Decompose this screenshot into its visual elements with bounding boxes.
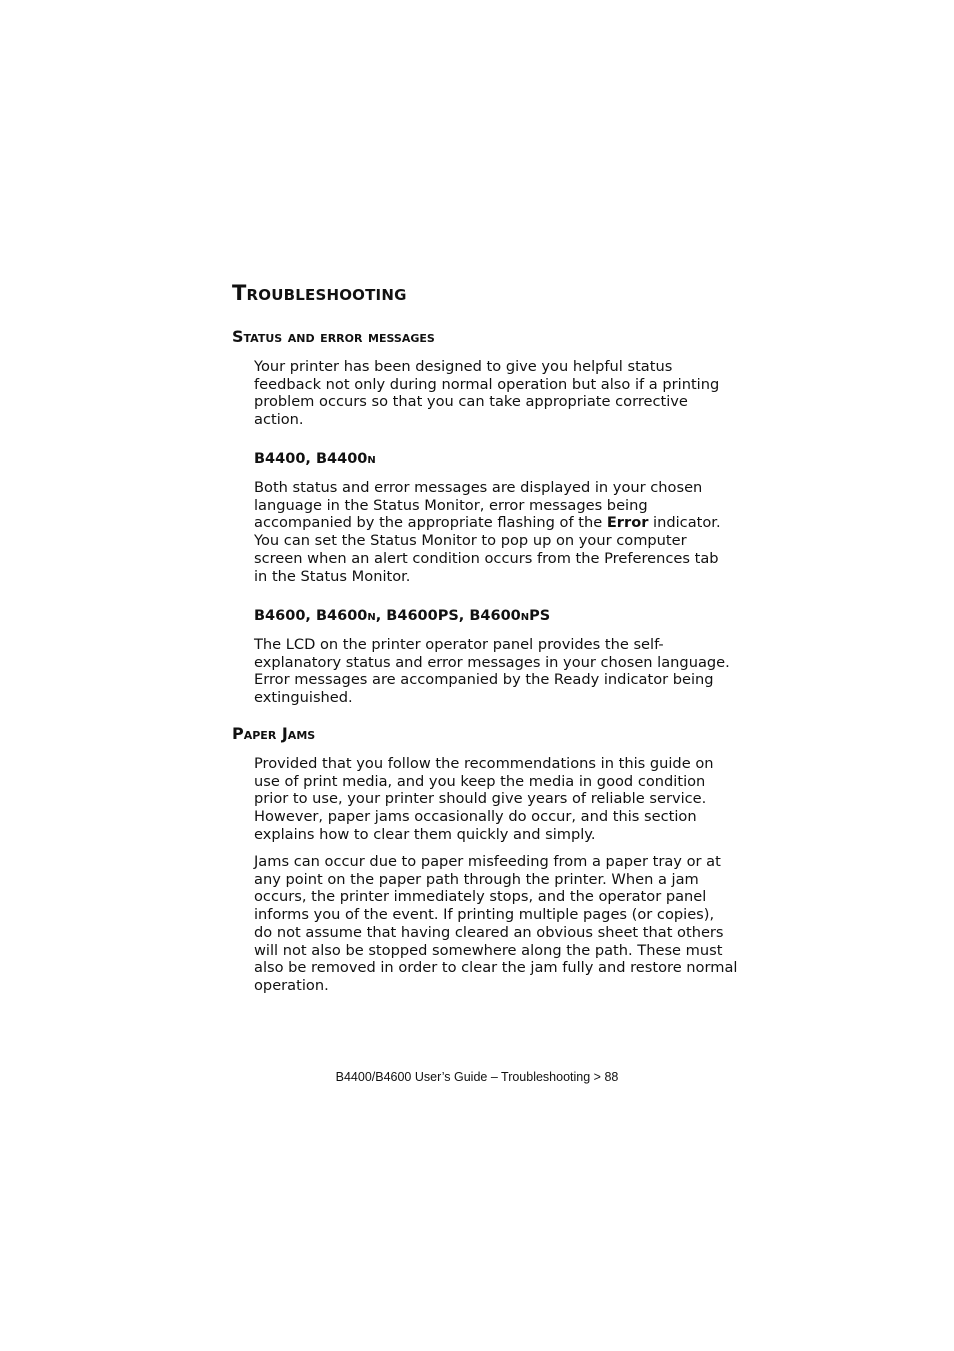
paragraph-line: use of print media, and you keep the media in good condition — [254, 772, 706, 790]
paragraph-line: operation. — [254, 976, 329, 994]
b4600-subheading: B4600, B4600n, B4600PS, B4600nPS — [254, 608, 551, 624]
b4400-subheading: B4400, B4400n — [254, 451, 376, 467]
paragraph-line: explanatory status and error messages in your chosen language. — [254, 653, 730, 671]
paragraph-line: extinguished. — [254, 689, 353, 707]
paragraph-line: However, paper jams occasionally do occur, and this section — [254, 808, 697, 826]
b4600-paragraph — [254, 636, 730, 707]
paragraph-line: screen when an alert condition occurs from the Preferences tab — [254, 549, 719, 567]
paragraph-line: in the Status Monitor. — [254, 567, 411, 585]
paragraph-line: will not also be stopped somewhere along the path. These must — [254, 941, 723, 959]
paragraph-line: problem occurs so that you can take appropriate corrective — [254, 393, 688, 411]
page-footer: B4400/B4600 User’s Guide – Troubleshooting > 88 — [335, 1070, 619, 1084]
paragraph-line: occurs, the printer immediately stops, and the operator panel — [254, 888, 707, 906]
page-title: Troubleshooting — [232, 281, 407, 305]
paragraph-line: informs you of the event. If printing multiple pages (or copies), — [254, 906, 715, 924]
paragraph-line — [254, 514, 724, 532]
paper-jams-paragraph-2 — [254, 853, 738, 995]
paragraph-line: The LCD on the printer operator panel provides the self- — [254, 636, 664, 653]
paper-jams-paragraph-1 — [254, 755, 724, 844]
status-intro-paragraph — [254, 358, 724, 429]
paragraph-line: action. — [254, 411, 304, 429]
paragraph-line: feedback not only during normal operation but also if a printing — [254, 375, 720, 393]
paragraph-line: do not assume that having cleared an obvious sheet that others — [254, 923, 724, 941]
line-text: accompanied by the appropriate flashing of the — [254, 514, 607, 532]
line-text: indicator. — [648, 514, 721, 532]
paper-jams-heading: Paper Jams — [232, 724, 316, 743]
b4400-paragraph — [254, 479, 724, 585]
paragraph-line: Your printer has been designed to give you helpful status — [254, 358, 673, 375]
paragraph-line: any point on the paper path through the printer. When a jam — [254, 870, 699, 888]
paragraph-line: Jams can occur due to paper misfeeding from a paper tray or at — [254, 853, 721, 870]
paragraph-line: explains how to clear them quickly and simply. — [254, 825, 596, 843]
error-indicator-term: Error — [606, 514, 649, 532]
paragraph-line: also be removed in order to clear the jam fully and restore normal — [254, 959, 738, 977]
paragraph-line: Both status and error messages are displayed in your chosen — [254, 479, 703, 496]
paragraph-line: prior to use, your printer should give years of reliable service. — [254, 790, 707, 808]
paragraph-line: language in the Status Monitor, error messages being — [254, 496, 648, 514]
paragraph-line: You can set the Status Monitor to pop up on your computer — [254, 532, 687, 550]
status-section-heading: Status and error messages — [232, 327, 435, 346]
paragraph-line: Provided that you follow the recommendations in this guide on — [254, 755, 714, 772]
paragraph-line: Error messages are accompanied by the Ready indicator being — [254, 671, 714, 689]
